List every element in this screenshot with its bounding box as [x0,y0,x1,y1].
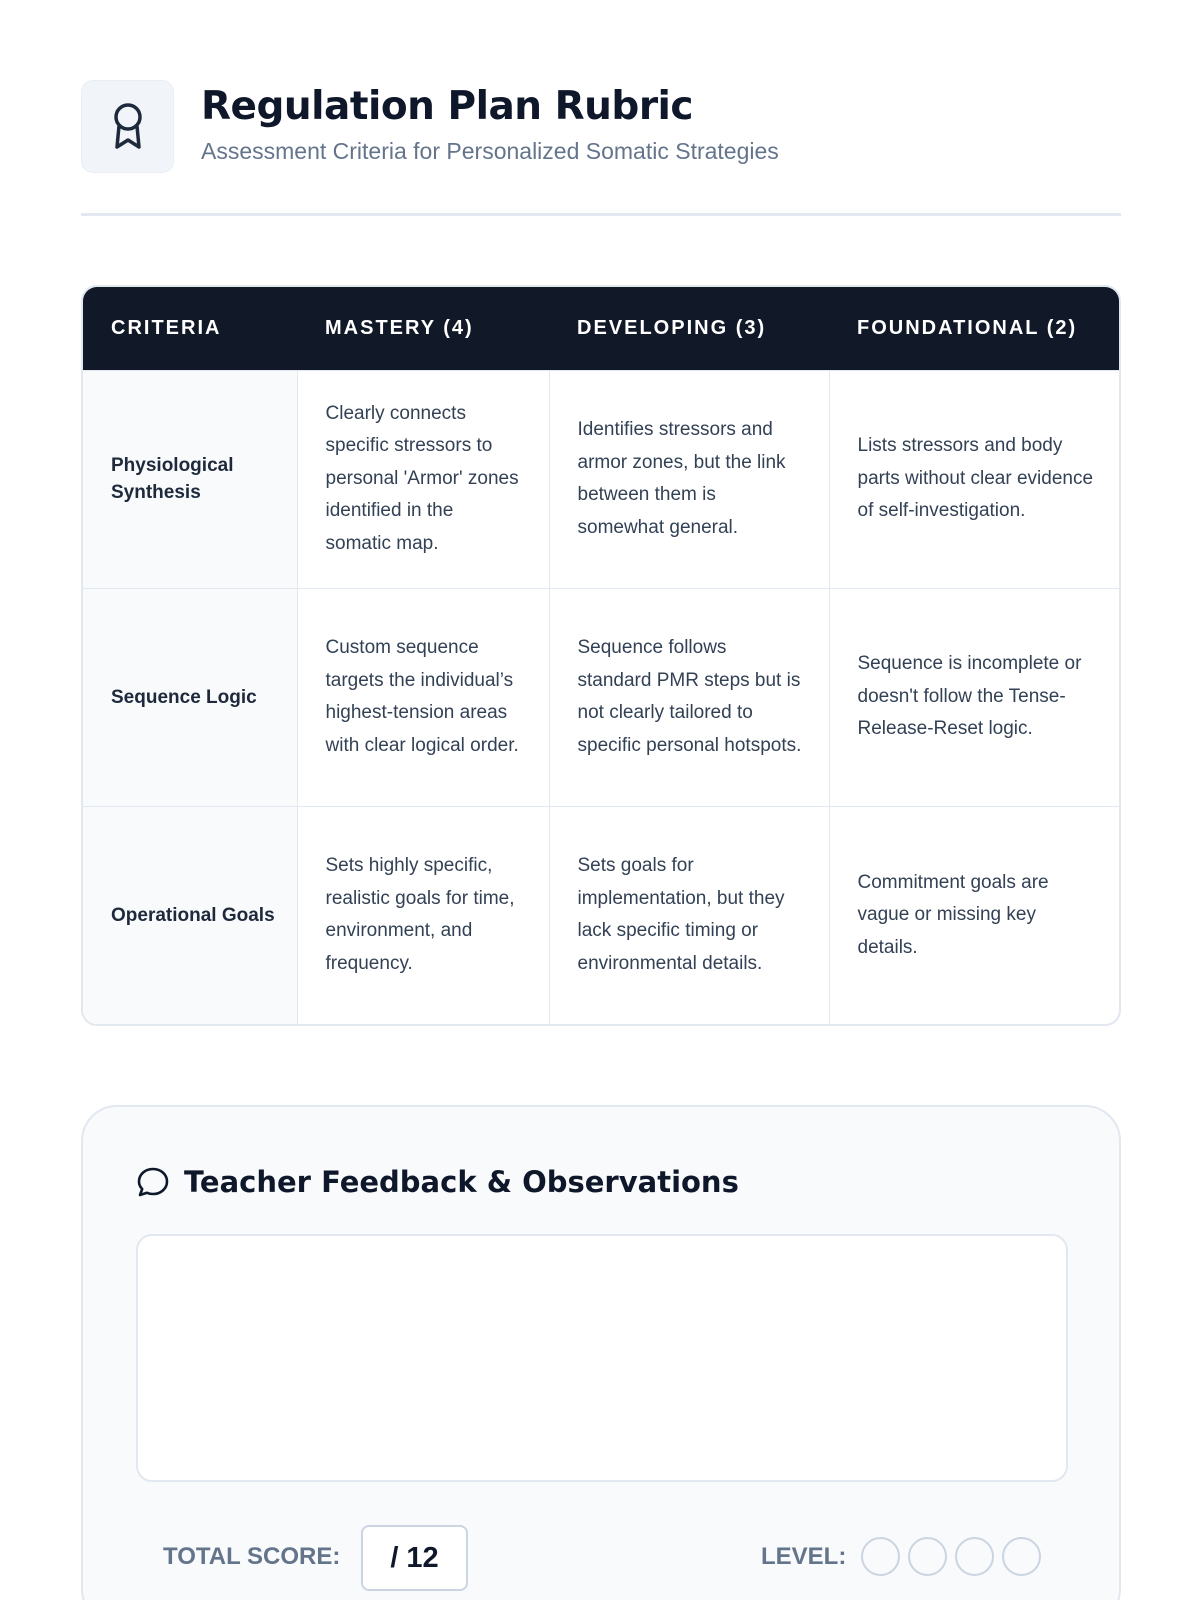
mastery-description: Custom sequence targets the individual’s highest-tension areas with clear logical order. [297,588,549,806]
level-option[interactable] [1002,1537,1041,1576]
rubric-header-row [83,287,1121,370]
mastery-description: Clearly connects specific stressors to personal 'Armor' zones identified in the somatic map. [297,370,549,588]
feedback-panel [81,1105,1121,1600]
level-option[interactable] [955,1537,994,1576]
rubric-row [83,588,1121,806]
level-option[interactable] [861,1537,900,1576]
column-header-foundational: FOUNDATIONAL (2) [829,287,1121,370]
column-header-developing: DEVELOPING (3) [549,287,829,370]
logo-badge [81,80,174,173]
rubric-row [83,370,1121,588]
column-header-criteria: CRITERIA [83,287,297,370]
foundational-description: Commitment goals are vague or missing key details. [829,806,1121,1024]
level-option[interactable] [908,1537,947,1576]
foundational-description: Lists stressors and body parts without clear evidence of self-investigation. [829,370,1121,588]
speech-bubble-icon [136,1165,170,1199]
mastery-description: Sets highly specific, realistic goals for time, environment, and frequency. [297,806,549,1024]
page-title: Regulation Plan Rubric [201,84,694,129]
rubric-table [81,285,1121,1026]
rubric-row [83,806,1121,1024]
header-divider [81,213,1121,216]
award-ribbon-icon [108,101,148,153]
page-subtitle: Assessment Criteria for Personalized Somatic Strategies [201,138,779,164]
developing-description: Sets goals for implementation, but they lack specific timing or environmental details. [549,806,829,1024]
criterion-name: Physiological Synthesis [83,370,297,588]
page-header [81,80,1121,216]
criterion-name: Sequence Logic [83,588,297,806]
total-score-field[interactable]: / 12 [361,1525,468,1591]
developing-description: Sequence follows standard PMR steps but is not clearly tailored to specific personal hotspots. [549,588,829,806]
level-selector [861,1537,1041,1576]
foundational-description: Sequence is incomplete or doesn't follow the Tense-Release-Reset logic. [829,588,1121,806]
criterion-name: Operational Goals [83,806,297,1024]
feedback-title: Teacher Feedback & Observations [184,1165,739,1199]
level-label: LEVEL: [761,1543,847,1570]
feedback-textarea[interactable] [136,1234,1068,1482]
total-score-label: TOTAL SCORE: [163,1543,341,1570]
column-header-mastery: MASTERY (4) [297,287,549,370]
developing-description: Identifies stressors and armor zones, but the link between them is somewhat general. [549,370,829,588]
feedback-heading [136,1165,739,1199]
